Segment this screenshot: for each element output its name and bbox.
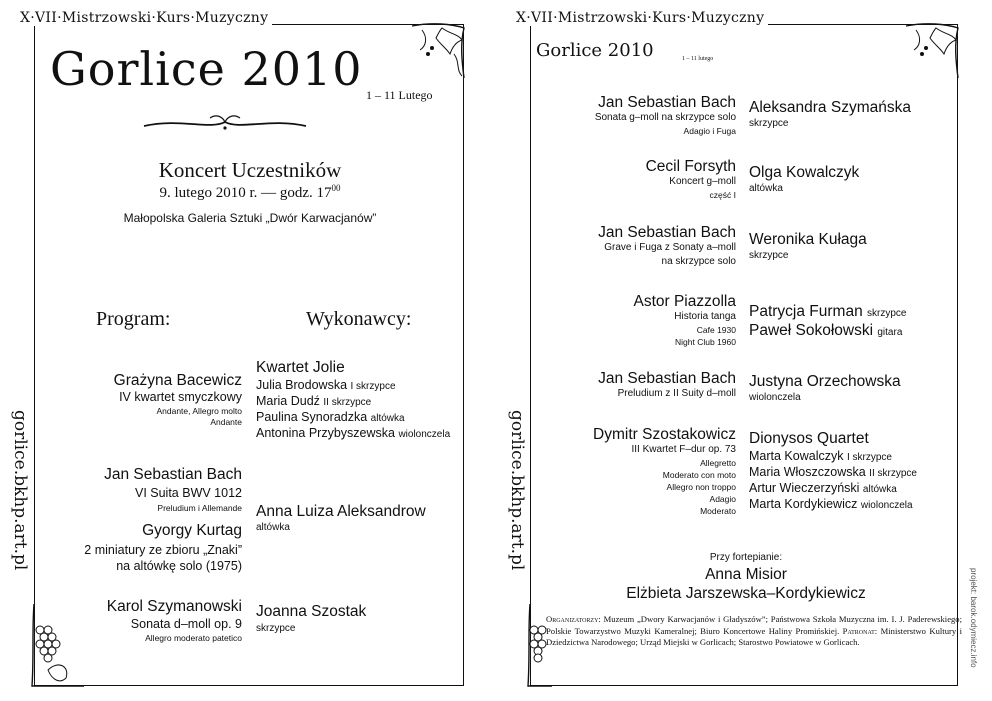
ensemble-name: Kwartet Jolie <box>256 359 345 376</box>
composer: Jan Sebastian Bach <box>598 94 736 111</box>
composer: Karol Szymanowski <box>106 598 242 615</box>
player-instrument: altówka <box>256 522 290 533</box>
player-name: Joanna Szostak <box>256 603 367 620</box>
player: Patrycja Furman skrzypce <box>749 303 907 320</box>
movement: Allegretto <box>700 458 736 468</box>
player-name: Anna Luiza Aleksandrow <box>256 503 426 520</box>
player: Artur Wieczerzyński altówka <box>749 481 897 495</box>
player-name: Aleksandra Szymańska <box>749 99 911 116</box>
grape-ornament-top <box>896 18 966 98</box>
player-instrument: skrzypce <box>749 118 789 129</box>
work: Koncert g–moll <box>669 176 736 187</box>
movement: Moderato <box>700 506 736 516</box>
composer: Cecil Forsyth <box>645 158 736 175</box>
series-title: X·VII·Mistrzowski·Kurs·Muzyczny <box>20 10 272 26</box>
concert-venue: Małopolska Galeria Sztuki „Dwór Karwacjanów” <box>123 211 377 225</box>
player: Maria Dudź II skrzypce <box>256 394 372 408</box>
player: Julia Brodowska I skrzypce <box>256 378 396 392</box>
concert-title: Koncert Uczestników <box>158 158 342 182</box>
player-name: Olga Kowalczyk <box>749 164 860 181</box>
player-name: Justyna Orzechowska <box>749 373 901 390</box>
work: na altówkę solo (1975) <box>116 559 242 573</box>
swash-divider <box>140 112 310 134</box>
grape-ornament-bottom <box>514 600 554 692</box>
work: 2 miniatury ze zbioru „Znaki” <box>84 543 242 557</box>
grape-ornament-top <box>402 18 472 98</box>
player-instrument: altówka <box>749 183 783 194</box>
composer: Grażyna Bacewicz <box>113 372 242 389</box>
work: IV kwartet smyczkowy <box>119 390 242 404</box>
composer: Gyorgy Kurtag <box>142 522 242 539</box>
work: Sonata g–moll na skrzypce solo <box>594 112 736 123</box>
course-dates: 1 – 11 lutego <box>682 56 714 62</box>
page-title: Gorlice 2010 <box>536 40 654 61</box>
movement: Moderato con moto <box>662 470 736 480</box>
player: Maria Włoszczowska II skrzypce <box>749 465 917 479</box>
work: Grave i Fuga z Sonaty a–moll <box>604 242 736 253</box>
composer: Dymitr Szostakowicz <box>593 426 736 443</box>
pianist: Anna Misior <box>705 566 787 583</box>
right-page <box>496 0 992 701</box>
work: VI Suita BWV 1012 <box>134 486 242 500</box>
website-side-text: gorlice.bkhp.art.pl <box>507 406 527 574</box>
work: Preludium z II Suity d–moll <box>617 388 736 399</box>
ensemble-name: Dionysos Quartet <box>749 430 869 447</box>
page-title: Gorlice 2010 <box>50 42 363 96</box>
movement: Adagio i Fuga <box>683 126 736 136</box>
work: III Kwartet F–dur op. 73 <box>631 444 736 455</box>
piano-label: Przy fortepianie: <box>709 552 783 563</box>
work: na skrzypce solo <box>661 256 736 267</box>
movement: część I <box>709 190 736 200</box>
composer: Jan Sebastian Bach <box>104 466 242 483</box>
series-title: X·VII·Mistrzowski·Kurs·Muzyczny <box>516 10 768 26</box>
organizers-footer: Organizatorzy: Muzeum „Dwory Karwacjanów i Gładyszów”; Państwowa Szkoła Muzyczna im. I. J. Paderewskiego; Polskie Towarzystwo Muzyki Kameralnej; Biuro Koncertowe Haliny Promińskiej. Patronat: Ministerstwo Kultury i Dziedzictwa Narodowego; Urząd Miejski w Gorlicach; Starostwo Powiatowe w Gorlicach. <box>546 614 962 647</box>
concert-date: 9. lutego 2010 r. — godz. $17^{00}$ <box>159 183 341 201</box>
movement: Andante, Allegro molto <box>156 406 242 416</box>
course-dates: 1 – 11 Lutego <box>366 88 433 102</box>
movement: Allegro moderato patetico <box>145 633 242 643</box>
player: Marta Kowalczyk I skrzypce <box>749 449 892 463</box>
program-heading: Program: <box>96 308 171 330</box>
performers-heading: Wykonawcy: <box>306 308 412 330</box>
player: Antonina Przybyszewska wiolonczela <box>256 426 451 440</box>
player-name: Weronika Kułaga <box>749 231 867 248</box>
player-instrument: skrzypce <box>256 623 296 634</box>
work: Sonata d–moll op. 9 <box>130 617 242 631</box>
player: Paweł Sokołowski gitara <box>749 322 903 339</box>
pianist: Elżbieta Jarszewska–Kordykiewicz <box>626 585 866 602</box>
movement: Cafe 1930 <box>696 325 736 335</box>
composer: Jan Sebastian Bach <box>598 370 736 387</box>
composer: Jan Sebastian Bach <box>598 224 736 241</box>
grape-ornament-bottom <box>18 600 88 692</box>
movement: Adagio <box>709 494 736 504</box>
player: Paulina Synoradzka altówka <box>256 410 405 424</box>
player-instrument: skrzypce <box>749 250 789 261</box>
website-side-text: gorlice.bkhp.art.pl <box>10 406 30 574</box>
work: Historia tanga <box>674 311 736 322</box>
movement: Night Club 1960 <box>675 337 736 347</box>
design-credit: projekt: barok.odymiecz.info <box>969 568 978 668</box>
movement: Allegro non troppo <box>666 482 736 492</box>
movement: Preludium i Allemande <box>157 503 242 513</box>
composer: Astor Piazzolla <box>633 293 736 310</box>
player: Marta Kordykiewicz wiolonczela <box>749 497 913 511</box>
movement: Andante <box>210 417 242 427</box>
player-instrument: wiolonczela <box>749 392 801 403</box>
